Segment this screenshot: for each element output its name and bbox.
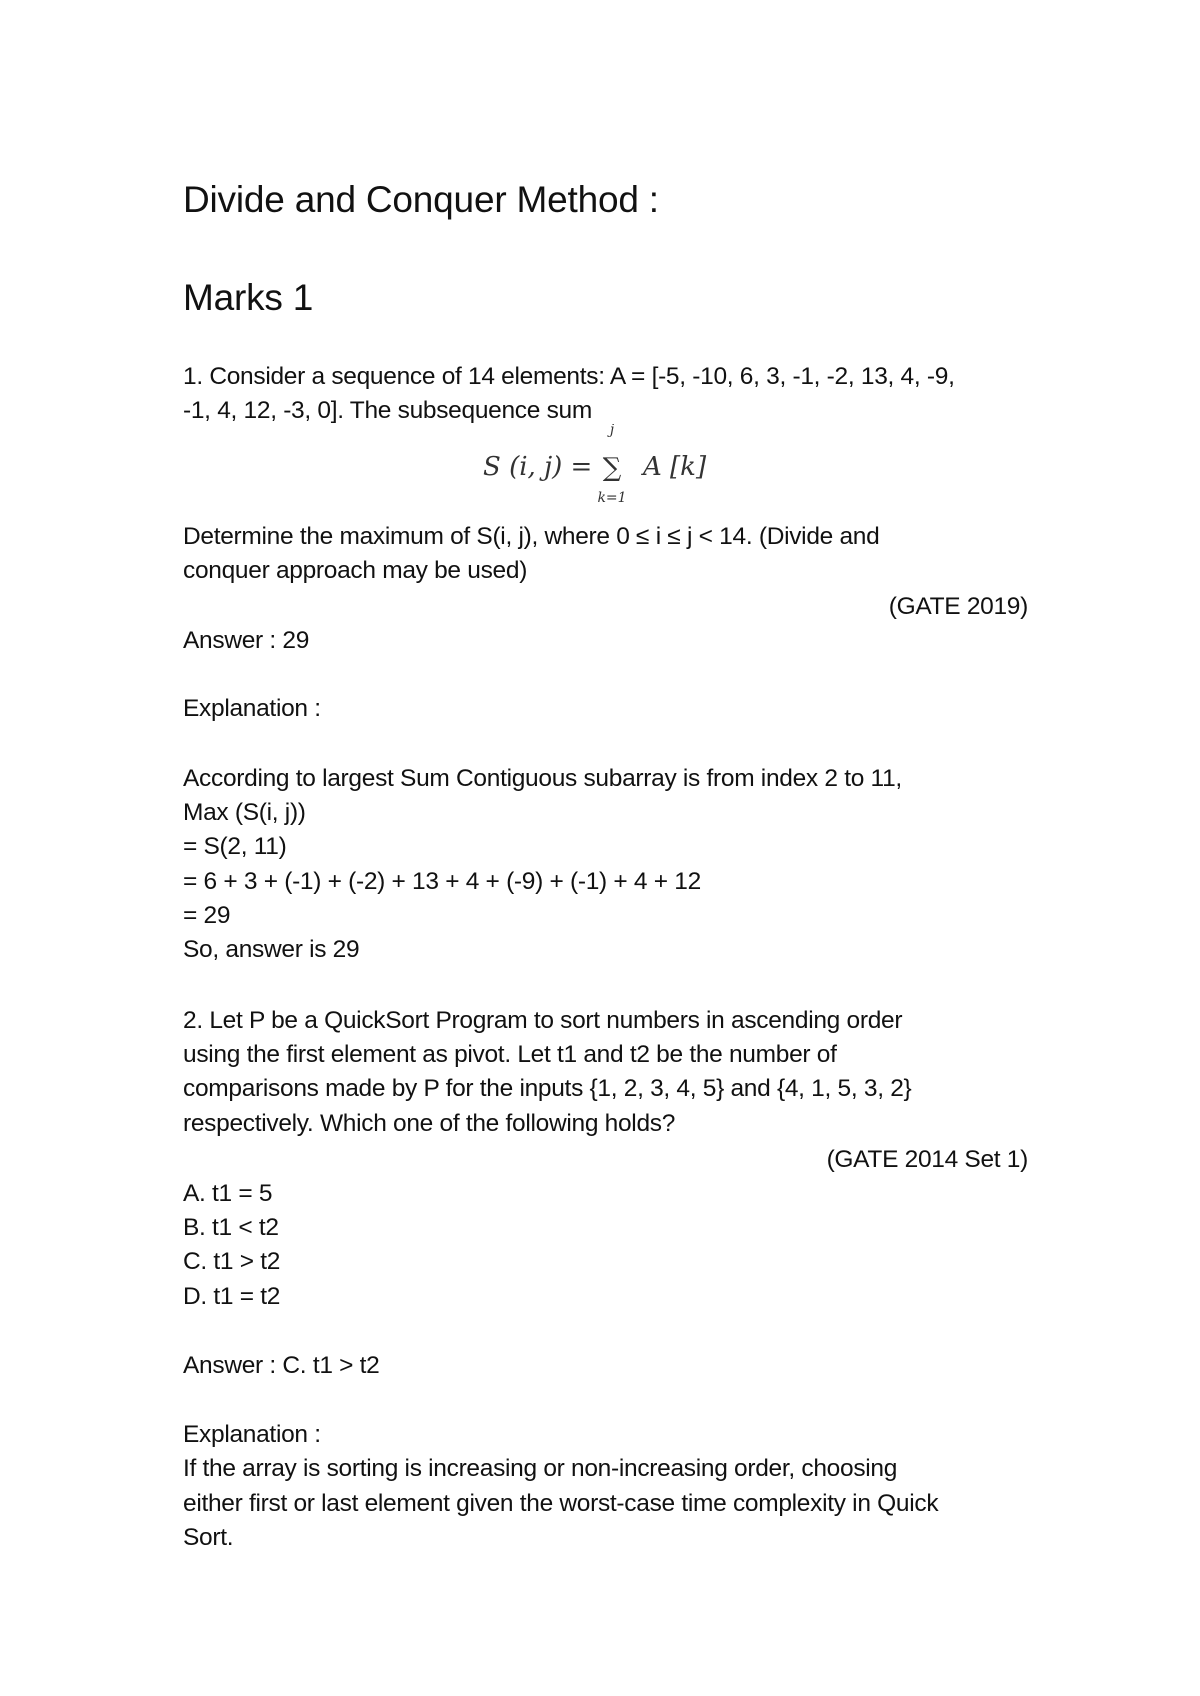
formula-rhs: A [k]	[643, 452, 707, 482]
q1-text-line-3: Determine the maximum of S(i, j), where 0 ≤ i ≤ j < 14. (Divide and	[183, 523, 880, 550]
q1-explanation-line: = S(2, 11)	[183, 833, 287, 860]
q2-text-line: comparisons made by P for the inputs {1, 2, 3, 4, 5} and {4, 1, 5, 3, 2}	[183, 1075, 912, 1102]
q2-text-line: respectively. Which one of the following holds?	[183, 1110, 676, 1137]
q1-answer: Answer : 29	[183, 627, 310, 654]
q2-option-c: C. t1 > t2	[183, 1248, 281, 1275]
q2-option-a: A. t1 = 5	[183, 1180, 273, 1207]
summation-formula-graphic	[478, 424, 738, 508]
q1-explanation-line: = 6 + 3 + (-1) + (-2) + 13 + 4 + (-9) + (-1) + 4 + 12	[183, 868, 701, 895]
q2-explanation-line: either first or last element given the worst-case time complexity in Quick	[183, 1490, 939, 1517]
formula-upper-limit: j	[609, 424, 615, 438]
formula-lhs: S (i, j) =	[483, 452, 593, 482]
q2-text-line: 2. Let P be a QuickSort Program to sort numbers in ascending order	[183, 1007, 903, 1034]
q2-explanation-label: Explanation :	[183, 1421, 321, 1448]
q1-text-line-4: conquer approach may be used)	[183, 557, 528, 584]
q1-explanation-label: Explanation :	[183, 695, 321, 722]
q1-explanation-line: Max (S(i, j))	[183, 799, 306, 826]
q2-explanation-line: Sort.	[183, 1524, 234, 1551]
q1-explanation-line: = 29	[183, 902, 231, 929]
q2-text-line: using the first element as pivot. Let t1 and t2 be the number of	[183, 1041, 837, 1068]
formula-lower-limit: k=1	[597, 490, 627, 506]
q2-source: (GATE 2014 Set 1)	[826, 1146, 1028, 1173]
q2-option-d: D. t1 = t2	[183, 1283, 281, 1310]
page-title: Divide and Conquer Method :	[183, 179, 659, 220]
formula-sigma: ∑	[602, 453, 622, 483]
section-heading: Marks 1	[183, 277, 314, 318]
q1-text-line-1: 1. Consider a sequence of 14 elements: A = [-5, -10, 6, 3, -1, -2, 13, 4, -9,	[183, 363, 955, 390]
q1-source: (GATE 2019)	[888, 593, 1028, 620]
q1-explanation-line: According to largest Sum Contiguous subarray is from index 2 to 11,	[183, 765, 902, 792]
summation-formula	[478, 424, 738, 508]
q2-explanation-line: If the array is sorting is increasing or non-increasing order, choosing	[183, 1455, 898, 1482]
q1-explanation-line: So, answer is 29	[183, 936, 360, 963]
q2-answer: Answer : C. t1 > t2	[183, 1352, 380, 1379]
q2-option-b: B. t1 < t2	[183, 1214, 279, 1241]
q1-text-line-2: -1, 4, 12, -3, 0]. The subsequence sum	[183, 397, 592, 424]
